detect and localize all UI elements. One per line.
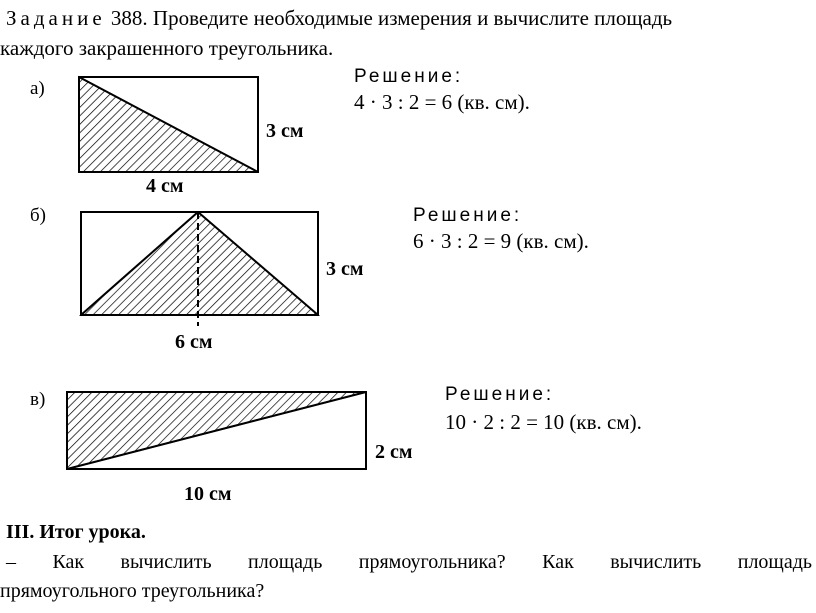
figure-b-solution-title: Решение: (413, 205, 523, 226)
figure-a-solution: 4 · 3 : 2 = 6 (кв. см). (354, 90, 530, 114)
figure-a-width-label: 4 см (146, 175, 184, 197)
figure-b (81, 212, 318, 326)
summary-question-line-2: прямоугольного треугольника? (0, 580, 265, 602)
figure-a-height-label: 3 см (266, 120, 304, 142)
summary-heading: III. Итог урока. (6, 521, 146, 543)
figure-b-label: б) (30, 205, 46, 226)
task-number-text: 388. Проведите необходимые измерения и вычислите площадь (110, 6, 673, 30)
figure-c (67, 392, 366, 469)
summary-question-line-1: – Как вычислить площадь прямоугольника? Как вычислить площадь (6, 551, 812, 573)
task-line-2: каждого закрашенного треугольника. (0, 36, 334, 60)
figure-c-solution-title: Решение: (445, 384, 555, 405)
task-word: Задание (6, 6, 106, 30)
figure-b-width-label: 6 см (175, 331, 213, 353)
figure-a-solution-title: Решение: (354, 66, 464, 87)
figure-c-label: в) (30, 389, 46, 410)
figure-b-triangle (81, 212, 318, 315)
figure-a-label: а) (30, 78, 45, 99)
figure-c-solution: 10 · 2 : 2 = 10 (кв. см). (445, 410, 642, 434)
figure-b-height-label: 3 см (326, 258, 364, 280)
figure-b-solution: 6 · 3 : 2 = 9 (кв. см). (413, 229, 589, 253)
figure-c-width-label: 10 см (184, 483, 232, 505)
figure-a (79, 77, 258, 172)
figure-c-height-label: 2 см (375, 441, 413, 463)
